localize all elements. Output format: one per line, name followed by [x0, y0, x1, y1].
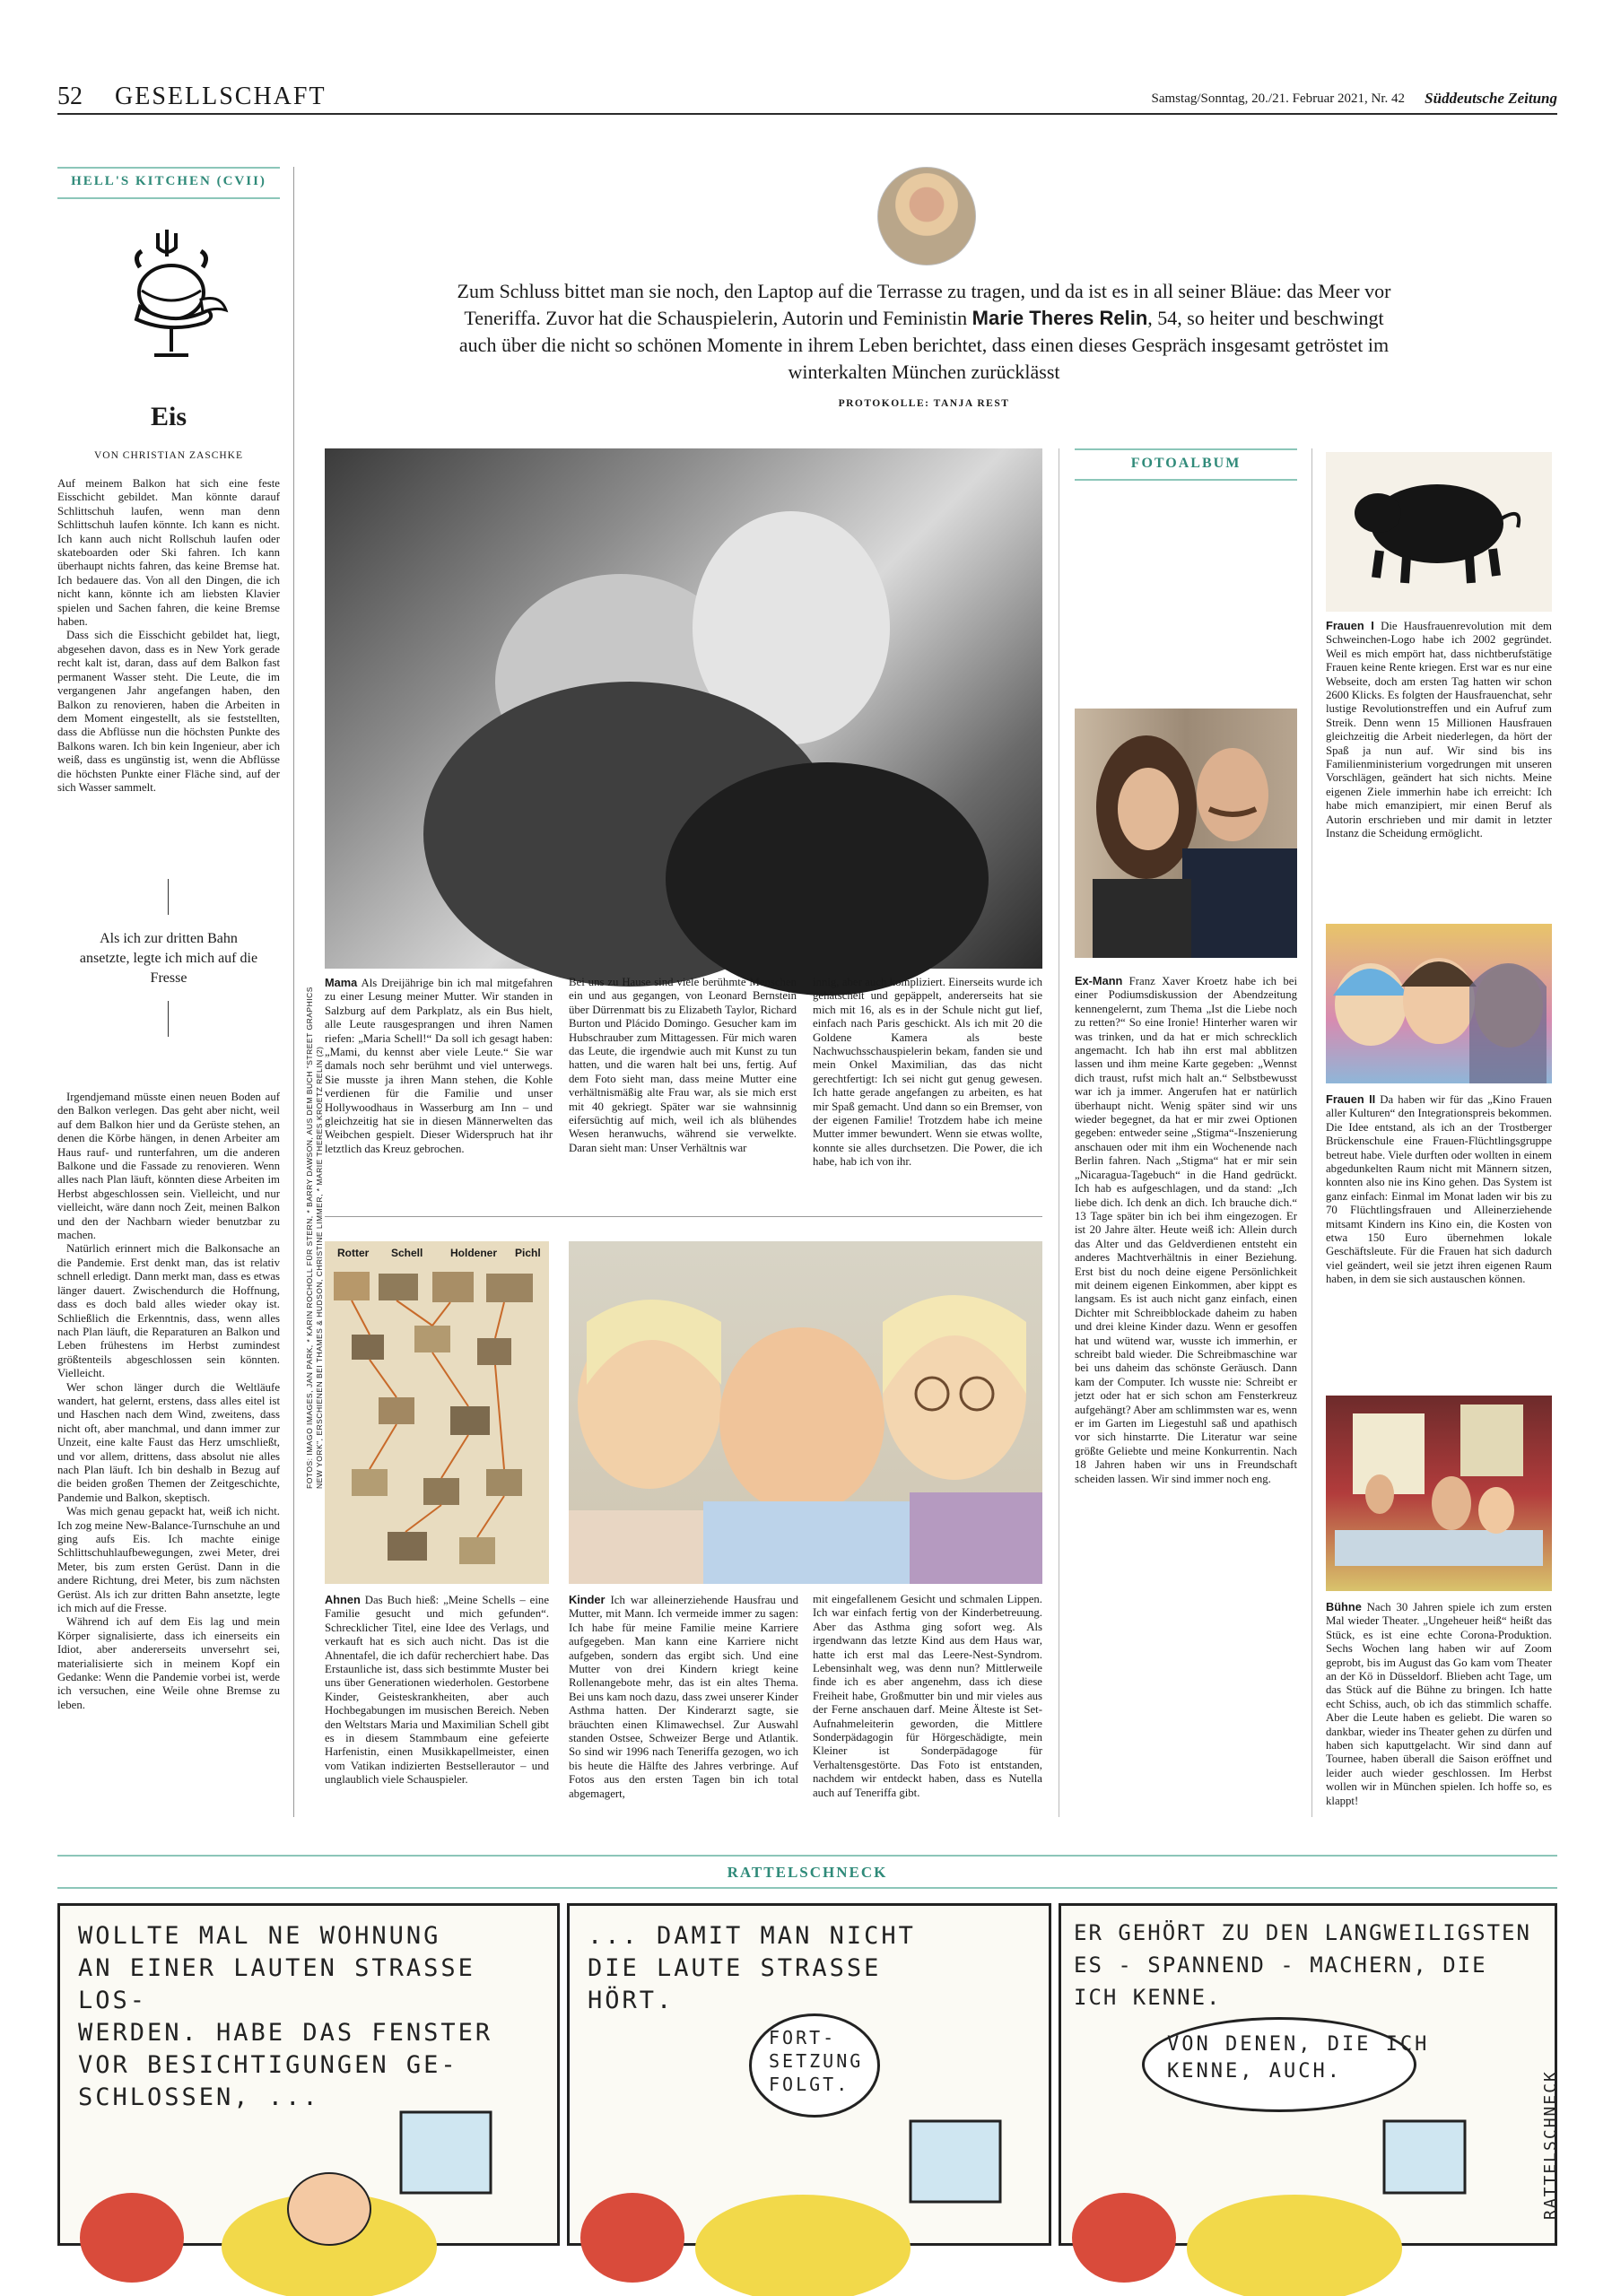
- pullquote-rule: [168, 879, 169, 915]
- comic-rule-top: [57, 1855, 1557, 1857]
- column-divider: [293, 167, 294, 1817]
- masthead: Süddeutsche Zeitung: [1425, 90, 1557, 107]
- bubble-line: KENNE, AUCH.: [1167, 2060, 1342, 2083]
- fotoalbum-box: [1075, 448, 1297, 481]
- family-tree-graphic: [325, 1263, 549, 1584]
- block-ahnen: [325, 1593, 549, 1787]
- pullquote: Als ich zur dritten Bahn ansetzte, legte ich mich auf die Fresse: [79, 931, 258, 986]
- dateline: Samstag/Sonntag, 20./21. Februar 2021, Nr. 42: [1151, 91, 1405, 106]
- kicker-frauen2: Frauen II: [1326, 1092, 1376, 1106]
- comic-title: RATTELSCHNECK: [727, 1864, 888, 1881]
- panel3-bubble-text: [1167, 2031, 1429, 2085]
- bubble-line: SETZUNG: [769, 2050, 864, 2072]
- portrait-avatar: [877, 167, 976, 265]
- fotoalbum-rule: [1075, 448, 1297, 450]
- paragraph: Auf meinem Balkon hat sich eine feste Eisschicht gebildet. Man könnte darauf Schlittschuh laufen, wenn man denn Schlittschuh laufen könnte. Ich kann es nicht. Ich kann auch nicht Rollschuh laufen oder skateboarden oder Ski fahren. Ich kann überhaupt nichts fahren, das keine Bremse hat. Ich bedauere das. Von all den Dingen, die ich nicht kann, könnte ich am liebsten Klavier spielen und Sachen fahren, die keine Bremse haben.: [57, 477, 280, 629]
- panel3-caption: [1074, 1917, 1531, 2013]
- block-mama-col2: [569, 976, 797, 1155]
- column-hells-kitchen: [57, 167, 280, 1817]
- comic-panel-1: [57, 1903, 560, 2246]
- paragraph: Dass sich die Eisschicht gebildet hat, liegt, abgesehen davon, dass es in New York gerade recht kalt ist, daran, dass auf dem Balkon fast permanent Wasser steht. Die Leute, die im vergangenen Jahr angefangen haben, den Balkon zu renovieren, haben die Arbeiten in dem Moment eingestellt, als sie feststellten, dass die Abflüsse nun die höchsten Punkte des Balkons waren. Ich bin kein Ingenieur, aber ich weiß, dass es ungünstig ist, wenn die Abflüsse die höchsten Punkte einer Fläche sind, auf der sich Wasser sammelt.: [57, 629, 280, 794]
- kinder-text-cont: mit eingefallenem Gesicht und schmalen Lippen. Ich war einfach fertig von der Kinderbetreuung. Aber das Asthma ging sofort weg. Als irgendwann das letzte Kind aus dem Haus war, hatte ich erst mal das Leere-Nest-Syndrom. Lebensinhalt weg, was denn nun? Mittlerweile finde ich es aber angenehm, dass ich diese Freiheit habe, Großmutter bin und mir vieles aus der Ferne anschauen darf. Meine Älteste ist Set-Aufnahmeleiterin geworden, die Mittlere Sonderpädagogin für Hörgeschädigte, mein Kleiner ist Sonderpädagoge für Verhaltensgestörte. Das Foto ist entstanden, nachdem wir entdeckt haben, dass es Nutella auch auf Teneriffa gibt.: [813, 1593, 1042, 1799]
- bubble-line: FORT-: [769, 2027, 837, 2048]
- artist-signature: RATTELSCHNECK: [1541, 2070, 1560, 2220]
- pullquote-rule: [168, 1001, 169, 1037]
- panel2-drawing: [570, 2103, 1054, 2248]
- photo-ex-mann: [1075, 709, 1297, 958]
- photo-credit: FOTOS: IMAGO IMAGES, JAN PARK, * KARIN ROCHOLL FÜR STERN, * BARRY DAWSON, AUS DEM BUCH "STREET GRAPHICS NEW YORK", ERSCHIENEN BEI THAMES & HUDSON, CHRISTINE LIMMER, * MARIE THERES KROETZ RELIN (2): [305, 987, 324, 1489]
- feature-intro: [449, 278, 1399, 386]
- photo-schwein-logo: [1326, 452, 1552, 612]
- panel1-drawing: [60, 2103, 562, 2248]
- section-rule: [325, 1216, 1042, 1217]
- paragraph: Natürlich erinnert mich die Balkonsache an die Pandemie. Erst denkt man, das ist relativ schnell erledigt. Dann merkt man, dass es etwas länger dauert. Zwischendurch die Hoffnung, dass es doch bald alles wieder okay ist. Schließlich die Erkenntnis, dass, wenn alles nach Plan läuft, die Reparaturen an Balkon und Leben frühestens im Herbst zumindest größtenteils abgeschlossen sein könnten. Vielleicht.: [57, 1242, 280, 1380]
- caption-line: AN EINER LAUTEN STRASSE LOS-: [78, 1954, 475, 2014]
- section-title: GESELLSCHAFT: [115, 83, 327, 110]
- paragraph: Was mich genau gepackt hat, weiß ich nicht. Ich zog meine New-Balance-Turnschuhe an und ging aufs Eis. Ich machte einige Schlittschuhlaufbewegungen, zwei Meter, drei Meter, bis zum ersten Gerüst. Dann in die andere Richtung, drei Meter, bis zum nächsten Gerüst. Als ich zur dritten Bahn ansetzte, legte ich mich auf die Fresse.: [57, 1505, 280, 1615]
- kicker-buehne: Bühne: [1326, 1600, 1362, 1613]
- rubric-title: HELL'S KITCHEN (CVII): [71, 174, 266, 188]
- block-buehne: [1326, 1600, 1552, 1808]
- page-number: 52: [57, 83, 83, 110]
- page-header: [57, 81, 1557, 113]
- tree-label: Schell: [391, 1247, 423, 1259]
- kicker-mama: Mama: [325, 976, 358, 989]
- rubric-rule-bottom: [57, 197, 280, 199]
- column-title: Eis: [150, 402, 187, 431]
- block-frauen1: [1326, 619, 1552, 841]
- kicker-exmann: Ex-Mann: [1075, 974, 1123, 987]
- mama-text: Als Dreijährige bin ich mal mitgefahren zu einer Lesung meiner Mutter. Wir standen in Salzburg auf dem Parkplatz, als ein Bus hielt, alle Leute rausgesprangen und ihren Namen riefen: „Maria Schell!“ Da soll ich gesagt haben: „Mami, du kennst aber viele Leute.“ Sie war damals noch sehr berühmt und viel unterwegs. Sie musste ja ihren Mann stehen, die Kohle verdienen für die Familie und unser Hollywoodhaus in Wasserburg am Inn – und gleichzeitig hat sie in diesen Männerwelten das Weibchen gespielt. Dieser Widerspruch hat ihr letztlich das Kreuz gebrochen.: [325, 977, 553, 1155]
- fotoalbum-title: FOTOALBUM: [1130, 456, 1242, 471]
- protocol-credit: PROTOKOLLE: TANJA REST: [838, 398, 1010, 409]
- block-mama-col3: [813, 976, 1042, 1170]
- block-mama-col1: [325, 976, 553, 1156]
- comic-strip: [57, 1903, 1560, 2246]
- paragraph: Irgendjemand müsste einen neuen Boden auf den Balkon verlegen. Das geht aber nicht, weil auf dem Balkon hier und da Gerüste stehen, an denen die Körbe hängen, in denen Arbeiter am Haus rauf- und runterfahren, um die anderen Balkone und die Fassade zu renovieren. Wenn alles nach Plan läuft, könnten diese Arbeiten im Herbst abgeschlossen sein. Vielleicht, und nur vielleicht, wäre dann noch Zeit, meinen Balkon und den der Nachbarn wieder benutzbar zu machen.: [57, 1091, 280, 1242]
- buehne-text: Nach 30 Jahren spiele ich zum ersten Mal wieder Theater. „Ungeheuer heiß“ heißt das Stück, es ist eine echte Corona-Produktion. Sechs Wochen lang haben wir auf Zoom geprobt, bis im August das Go kam vom Theater an der Kö in Düsseldorf. Blieben acht Tage, um das Stück auf die Bühne zu bringen. Ich hatte echt Schiss, auch, ob ich das stimmlich schaffe. Aber die Leute haben es geliebt. Die waren so dankbar, wieder ins Theater gehen zu dürfen und haben sich kaputtgelacht. Wir sind dann auf Tournee, haben überall die Saison eröffnet und leider auch wieder geschlossen. Im Herbst wollen wir in München spielen. Ich hoffe so, es klappt!: [1326, 1601, 1553, 1807]
- tree-label: Holdener: [450, 1247, 498, 1259]
- paragraph: Während ich auf dem Eis lag und mein Körper signalisierte, dass ich einerseits ein Idiot, aber andererseits unversehrt sei, materialisierte sich in meinem Kopf ein Gedanke: Wenn die Pandemie vorbei ist, werde ich versuchen, eine Weile ohne Bremse zu leben.: [57, 1615, 280, 1711]
- photo-buehne: [1326, 1396, 1552, 1591]
- caption-line: ER GEHÖRT ZU DEN LANGWEILIGSTEN: [1074, 1920, 1531, 1945]
- photo-family-tree: [325, 1241, 549, 1584]
- photo-kinder: [569, 1241, 1042, 1584]
- intro-text: Zum Schluss bittet man sie noch, den Laptop auf die Terrasse zu tragen, und da ist es in all seiner Bläue: das Meer vor Teneriffa. Zuvor hat die Schauspielerin, Autorin und Feministin: [457, 280, 1391, 329]
- bubble-line: FOLGT.: [769, 2074, 850, 2095]
- frauen1-text: Die Hausfrauenrevolution mit dem Schweinchen-Logo habe ich 2002 gegründet. Weil es mich empört hat, dass nichtberufstätige Frauen keine Rente kriegen. Erst war es nur eine Webseite, doch am ersten Tag hatten wir schon 2600 Klicks. Es folgten der Hausfrauenchat, sehr lustige Revolutionstreffen und ein Aufruf zum Streik. Denn wenn 15 Millionen Hausfrauen gleichzeitig die Arbeit niederlegen, da hört der Spaß ja nun auf. Wir sind bis ins Familienministerium vorgedrungen mit unseren Vorschlägen, geändert hat sich nichts. Meine eigenen Ziele immerhin habe ich erreicht: Ich habe mich emanzipiert, mir einen Beruf als Autorin erschrieben und mir damit in letzter Instanz die Scheidung ermöglicht.: [1326, 620, 1552, 840]
- block-exmann: [1075, 974, 1297, 1486]
- kicker-frauen1: Frauen I: [1326, 619, 1374, 632]
- panel2-bubble-text: [769, 2026, 863, 2096]
- caption-line: HÖRT.: [588, 1987, 675, 2014]
- column-text-top: [57, 477, 280, 795]
- caption-line: VOR BESICHTIGUNGEN GE-: [78, 2051, 458, 2079]
- comic-panel-3: [1059, 1903, 1560, 2246]
- caption-line: ... DAMIT MAN NICHT: [588, 1922, 916, 1950]
- caption-line: WERDEN. HABE DAS FENSTER: [78, 2019, 493, 2047]
- panel2-caption: [588, 1920, 916, 2017]
- mama-text-cont: Bei uns zu Hause sind viele berühmte Menschen ein und aus gegangen, von Leonard Bernstein über Dürrenmatt bis zu Elizabeth Taylor, Richard Burton und Plácido Domingo. Gesucher kam im Hubschrauber zum Mittagessen. Für mich waren das Leute, die irgendwie auch mit Kunst zu tun hatten, und die waren halt bei uns, fertig. Auf dem Foto sieht man, dass meine Mutter eine verhältnismäßig alte Frau war, als sie mich erst mit 40 gekriegt. Später war sie wahnsinnig eifersüchtig auf mich, weil ich als blühendes Wesen heranwuchs, während sie verwelkte. Daran sieht man: Unser Verhältnis war: [569, 976, 797, 1154]
- mama-text-end: innig, aber auch kompliziert. Einerseits wurde ich gehätschelt und gepäppelt, andererseits hat sie mich mit 16, als es in der Schule nicht gut lief, einfach nach Paris geschickt. Als ich mit 20 die Goldene Kamera als beste Nachwuchsschauspielerin bekam, fanden sie und mein Onkel Maximilian, das das nicht gerechtfertigt: Ich sei nicht gut genug gewesen. Ich hatte gerade angefangen zu arbeiten, es hat mir Spaß gemacht. Und dann so ein Bremser, von der eigenen Familie! Trotzdem habe ich meine Mutter immer bewundert. Wenn sie etwas wollte, konnte sie alles durchsetzen. Die Power, die ich habe, hab ich von ihr.: [813, 976, 1042, 1169]
- kicker-kinder: Kinder: [569, 1593, 606, 1606]
- kinder-text: Ich war alleinerziehende Hausfrau und Mutter, mit Mann. Ich vermeide immer zu sagen: Ich habe für meine Familie meine Karriere aufgegeben. Man kann eine Karriere nicht aufgeben, sondern das ergibt sich. Und eine Mutter von drei Kindern kriegt keine Rollenangebote mehr, das ist ein altes Thema. Bei uns kam noch dazu, dass zwei unserer Kinder Asthma hatten. Der Kinderarzt sagte, sie bräuchten einen Klimawechsel. Zur Auswahl standen Ostsee, Schweizer Berge und Atlantik. So sind wir 1996 nach Teneriffa gezogen, wo ich bis heute die Hälfte des Jahres verbringe. Auf Fotos aus den ersten Tagen bin ich total abgemagert,: [569, 1594, 798, 1800]
- caption-line: ICH KENNE.: [1074, 1985, 1222, 2010]
- devil-helmet-illustration: [115, 221, 231, 364]
- column-divider: [1311, 448, 1312, 1817]
- column-text-bottom: [57, 1091, 280, 1712]
- paragraph: Wer schon länger durch die Weltläufe wandert, hat gelernt, erstens, dass alles eitel ist und Haschen nach dem Wind, zweitens, dass nicht oft, aber manchmal, und dann immer zur Unzeit, eine kalte Faust das Herz umschließt, und vor allem, drittens, dass absolut nie alles nach Plan läuft. Ich bin deshalb in Bezug auf die beiden großen Themen der Zeitgeschichte, Pandemie und Balkon, skeptisch.: [57, 1380, 280, 1504]
- block-kinder-col2: [813, 1593, 1042, 1800]
- rubric-rule: [57, 167, 280, 169]
- panel1-caption: [78, 1920, 557, 2114]
- comic-rule-bottom: [57, 1887, 1557, 1889]
- header-rule: [57, 113, 1557, 115]
- caption-line: DIE LAUTE STRASSE: [588, 1954, 882, 1982]
- panel3-drawing: [1061, 2103, 1528, 2248]
- tree-label: Rotter: [337, 1247, 370, 1259]
- exmann-text: Franz Xaver Kroetz habe ich bei einer Podiumsdiskussion der Abendzeitung kennengelernt, zum Thema „Ist die Liebe noch zu retten?“ So eine Ironie! Hinterher waren wir was trinken, und da hat er mich schrecklich angemacht. Ich hab ihn erst mal abblitzen lassen und ihm meine Karte gegeben: „Wennst dich traust, rufst mich halt an.“ Selbstbewusst war ich ja immer. Angerufen hat er natürlich überhaupt nicht. Wenig später sind wir uns wieder begegnet, da hat er mir zwei Optionen gegeben: entweder seine „Stigma“-Inszenierung anschauen oder mit ihm ein Wochenende nach Berlin fahren. Nach „Stigma“ hat er mir sein „Nicaragua-Tagebuch“ in die Hand gedrückt. Ich hab es aufgeschlagen, und da stand: „Ich liebe dich. Ich denk an dich. Ich brauche dich.“ 13 Tage später bin ich bei ihm eingezogen. Er ist 20 Jahre älter. Heute weiß ich: Allein durch das Alter und das Geldverdienen entsteht ein anderes Machtverhältnis in einer Beziehung. Erst bist du noch deine eigene Persönlichkeit mit deinem eigenen Einkommen, aber kippt es langsam. Es ist auch nicht ganz einfach, einen Dichter mit Schreibblockade daheim zu haben und drei kleine Kinder dazu. Wenn er gesoffen hat und wütend war, wusste ich immerhin, er schreibt bald wieder. Die Schreibmaschine war bei uns daheim das schönste Geräusch. Dann kam der Computer. Ich wusste nie: Schreibt er jetzt oder hat er sich schon am Fensterkreuz aufgehängt? Aber am schlimmsten war es, wenn er im Garten im Liegestuhl saß und apathisch vor sich hinstarrte. Die Literatur war seine größte Geliebte und meine Konkurrentin. Nach 18 Jahren haben wir uns in Freundschaft scheiden lassen. Wir sind immer noch eng.: [1075, 975, 1297, 1485]
- photo-mother-daughter: [325, 448, 1042, 969]
- frauen2-text: Da haben wir für das „Kino Frauen aller Kulturen“ den Integrationspreis bekommen. Die Idee entstand, als ich an der Trostberger Brückenschule eine Frauen-Flüchtlingsgruppe betreut habe. Viele durften oder wollten in einem abgedunkelten Raum nicht mit Männern sitzen, konnten also nie ins Kino gehen. Das System ist ganz einfach: Einmal im Monat laden wir bis zu 70 Flüchtlingsfrauen und Alleinerziehende mitsamt Kindern ins Kino ein, die Kosten von etwa 150 Euro übernehmen lokale Geschäftsleute. Für die Frauen hat sich dadurch viel geändert, weil sie jetzt ihren eigenen Raum haben, in dem sie sich austauschen können.: [1326, 1093, 1552, 1286]
- kicker-ahnen: Ahnen: [325, 1593, 361, 1606]
- ahnen-text: Das Buch hieß: „Meine Schells – eine Familie gesucht und mich gefunden“. Schrecklicher Titel, eine Idee des Verlags, und verkauft hat es sich auch nicht. Das ist die Ahnentafel, die ich dafür recherchiert habe. Das Erstaunliche ist, dass sich bestimmte Muster bei uns über Generationen wiederholen. Gestorbene Kinder, Geisteskrankheiten, aber auch Hochbegabungen im musischen Bereich. Neben den Weltstars Maria und Maximilian Schell gibt es in diesem Stammbaum eine gefeierte Harfenistin, einen Musikkapellmeister, einen vom Vatikan indizierten Bestsellerautor – und unglaublich viele Schauspieler.: [325, 1594, 549, 1787]
- caption-line: WOLLTE MAL NE WOHNUNG: [78, 1922, 441, 1950]
- bubble-line: VON DENEN, DIE ICH: [1167, 2033, 1430, 2056]
- block-kinder-col1: [569, 1593, 798, 1801]
- comic-panel-2: [567, 1903, 1051, 2246]
- caption-line: SCHLOSSEN, ...: [78, 2083, 320, 2111]
- tree-label: Pichl: [515, 1247, 541, 1259]
- photo-frauen-kino: [1326, 924, 1552, 1083]
- block-frauen2: [1326, 1092, 1552, 1287]
- fotoalbum-rule-bottom: [1075, 479, 1297, 481]
- intro-name: Marie Theres Relin: [972, 307, 1148, 329]
- intro-text-cont: , 54, so heiter und beschwingt auch über die nicht so schönen Momente in ihrem Leben berichtet, dass einen dieses Gespräch insgesamt getröstet im winterkalten München zurücklässt: [458, 307, 1390, 383]
- caption-line: ES - SPANNEND - MACHERN, DIE: [1074, 1952, 1487, 1978]
- byline: VON CHRISTIAN ZASCHKE: [93, 450, 244, 461]
